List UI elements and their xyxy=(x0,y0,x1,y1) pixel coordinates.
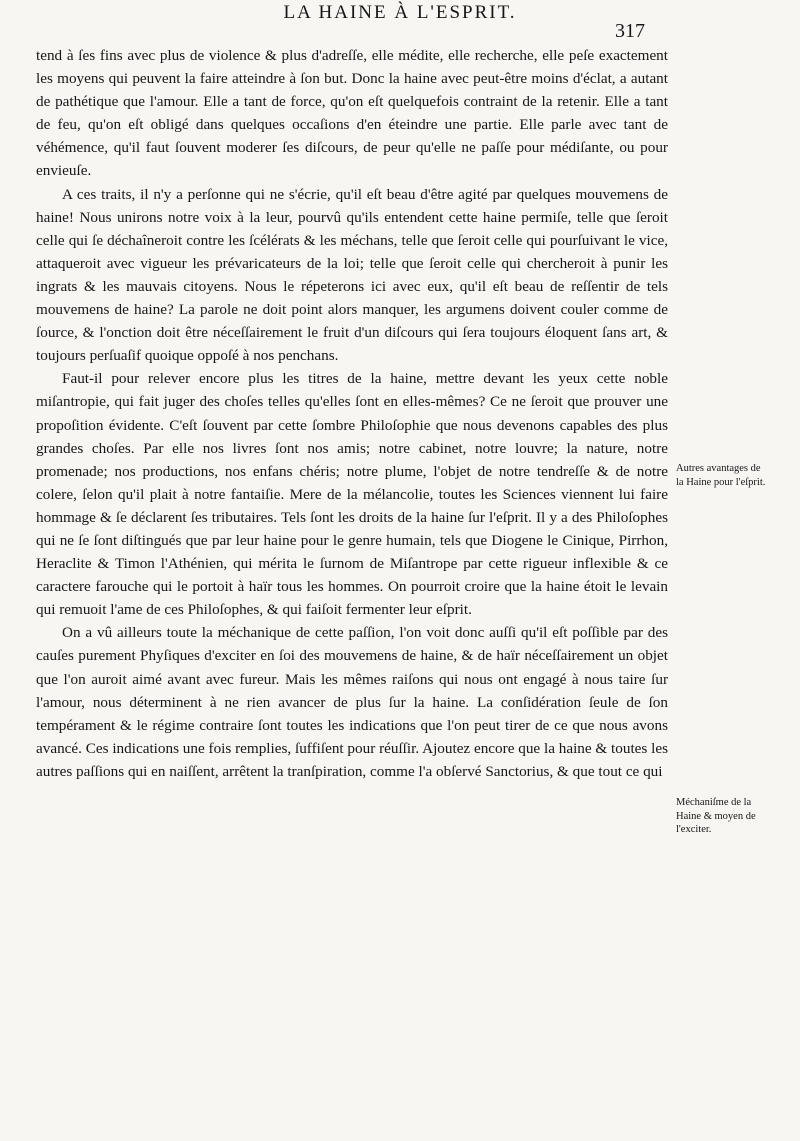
margin-note-2: Méchaniſme de la Haine & moyen de l'exciter. xyxy=(676,797,756,836)
paragraph-3: Faut-il pour relever encore plus les titres de la haine, mettre devant les yeux cette noble miſantropie, qui fait juger des choſes telles qu'elles ſont en elles-mêmes? Ce ne ſeroit que prouver une propoſition évidente. C'eſt ſouvent par cette ſombre Philoſophie que nous devenons capables des plus grandes choſes. Par elle nos livres ſont nos amis; notre cabinet, notre louvre; la nature, notre promenade; nos productions, nos enfans chéris; notre plume, l'objet de notre tendreſſe & de notre colere, ſelon qu'il plait à notre fantaiſie. Mere de la mélancolie, toutes les Sciences viennent lui faire hommage & ſe déclarent ſes tributaires. Tels ſont les droits de la haine ſur l'eſprit. Il y a des Philoſophes qui ne ſe ſont diſtingués que par leur haine pour le genre humain, tels que Diogene le Cinique, Pirrhon, Heraclite & Timon l'Athénien, qui mérita le ſurnom de Miſantrope par cette rigueur inflexible & ce caractere farouche qui le portoit à haïr tous les hommes. On pourroit croire que la haine étoit le levain qui remuoit l'ame de ces Philoſophes, & qui faiſoit fermenter leur eſprit. xyxy=(36,370,668,619)
paragraph-4: On a vû ailleurs toute la méchanique de cette paſſion, l'on voit donc auſſi qu'il eſt poſſible par des cauſes purement Phyſiques d'exciter en ſoi des mouvemens de haine, & de haïr néceſſairement un objet que l'on auroit aimé avant avec fureur. Mais les mêmes raiſons qui nous ont engagé à nous taire ſur l'amour, nous déterminent à ne rien avancer de plus ſur la haine. La conſidération ſeule de ſon tempérament & le régime contraire ſont toutes les indications que l'on peut tirer de ce que nous avons avancé. Ces indications une fois remplies, ſuffiſent pour réuſſir. Ajoutez encore que la haine & toutes les autres paſſions qui en naiſſent, arrêtent la tranſpiration, comme l'a obſervé Sanctorius, & que tout ce qui xyxy=(36,624,668,780)
body-text xyxy=(36,44,668,783)
paragraph-1: tend à ſes fins avec plus de violence & plus d'adreſſe, elle médite, elle recherche, elle peſe exactement les moyens qui peuvent la faire atteindre à ſon but. Donc la haine avec peut-être moins d'éclat, a autant de pathétique que l'amour. Elle a tant de force, qu'on eſt quelquefois contraint de la retenir. Elle a tant de feu, qu'on eſt obligé dans quelques occaſions d'en éteindre une partie. Elle parle avec tant de véhémence, qu'il faut ſouvent moderer ſes diſcours, de peur qu'elle ne paſſe pour médiſante, ou pour envieuſe. xyxy=(36,47,668,180)
running-title: LA HAINE À L'ESPRIT. xyxy=(283,2,517,23)
page-number: 317 xyxy=(615,20,645,42)
paragraph-2: A ces traits, il n'y a perſonne qui ne s'écrie, qu'il eſt beau d'être agité par quelques mouvemens de haine! Nous unirons notre voix à la leur, pourvû qu'ils entendent cette haine permiſe, telle que ſeroit celle qui ſe déchaîneroit contre les ſcélérats & les méchans, telle que ſeroit celle qui pourſuivant le vice, attaqueroit avec vigueur les prévaricateurs de la loi; telle que ſeroit celle qui chercheroit à punir les ingrats & les mauvais citoyens. Nous le répeterons ici avec eux, qu'il eſt beau de reſſentir de tels mouvemens de haine? La parole ne doit point alors manquer, les argumens doivent couler comme de ſource, & l'onction doit être néceſſairement le fruit d'un diſcours qui ſera toujours éloquent ſans art, & toujours perſuaſif quoique oppoſé à nos penchans. xyxy=(36,185,668,365)
margin-note-1: Autres avantages de la Haine pour l'eſprit. xyxy=(676,463,766,488)
